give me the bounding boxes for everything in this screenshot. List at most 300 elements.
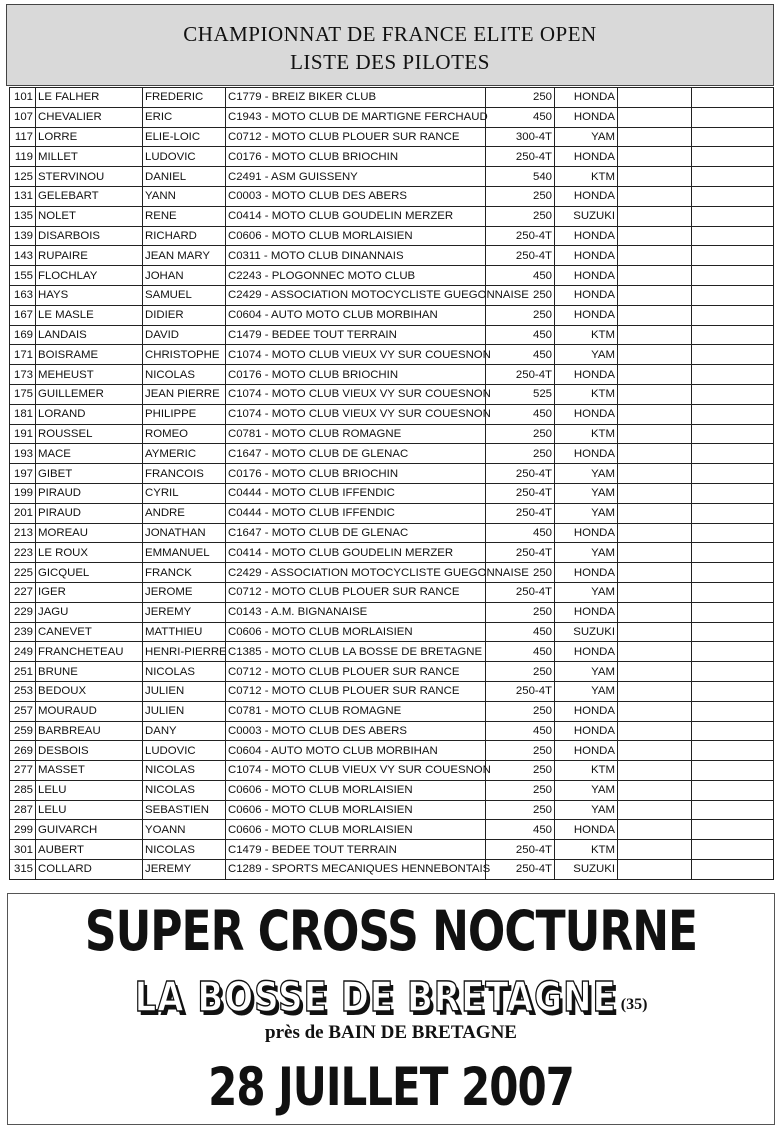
empty-cell bbox=[618, 325, 692, 345]
pilot-number: 199 bbox=[10, 483, 36, 503]
empty-cell bbox=[692, 384, 774, 404]
empty-cell bbox=[618, 246, 692, 266]
pilot-club: C0176 - MOTO CLUB BRIOCHIN bbox=[226, 147, 486, 167]
page-title: CHAMPIONNAT DE FRANCE ELITE OPEN bbox=[183, 22, 597, 46]
pilot-displacement: 250 bbox=[486, 602, 555, 622]
pilot-brand: KTM bbox=[555, 840, 618, 860]
pilot-brand: YAM bbox=[555, 483, 618, 503]
empty-cell bbox=[618, 285, 692, 305]
pilot-firstname: EMMANUEL bbox=[143, 543, 226, 563]
empty-cell bbox=[692, 325, 774, 345]
pilot-brand: HONDA bbox=[555, 523, 618, 543]
pilot-club: C2429 - ASSOCIATION MOTOCYCLISTE GUEGONNAISE bbox=[226, 285, 486, 305]
pilot-firstname: JULIEN bbox=[143, 681, 226, 701]
empty-cell bbox=[618, 563, 692, 583]
pilot-club: C0606 - MOTO CLUB MORLAISIEN bbox=[226, 226, 486, 246]
empty-cell bbox=[692, 444, 774, 464]
pilot-number: 119 bbox=[10, 147, 36, 167]
empty-cell bbox=[692, 167, 774, 187]
table-row bbox=[10, 325, 774, 345]
pilot-club: C1943 - MOTO CLUB DE MARTIGNE FERCHAUD bbox=[226, 107, 486, 127]
table-row bbox=[10, 206, 774, 226]
empty-cell bbox=[618, 127, 692, 147]
pilot-displacement: 250 bbox=[486, 701, 555, 721]
table-row bbox=[10, 622, 774, 642]
pilot-club: C0414 - MOTO CLUB GOUDELIN MERZER bbox=[226, 543, 486, 563]
empty-cell bbox=[618, 780, 692, 800]
pilot-brand: HONDA bbox=[555, 602, 618, 622]
pilot-firstname: NICOLAS bbox=[143, 365, 226, 385]
pilot-firstname: ELIE-LOIC bbox=[143, 127, 226, 147]
pilot-displacement: 450 bbox=[486, 107, 555, 127]
pilot-displacement: 250-4T bbox=[486, 226, 555, 246]
empty-cell bbox=[692, 107, 774, 127]
table-row bbox=[10, 860, 774, 880]
table-row bbox=[10, 483, 774, 503]
table-row bbox=[10, 107, 774, 127]
empty-cell bbox=[692, 404, 774, 424]
empty-cell bbox=[618, 365, 692, 385]
pilot-displacement: 300-4T bbox=[486, 127, 555, 147]
empty-cell bbox=[692, 266, 774, 286]
table-row bbox=[10, 147, 774, 167]
pilot-displacement: 450 bbox=[486, 345, 555, 365]
pilot-club: C1074 - MOTO CLUB VIEUX VY SUR COUESNON bbox=[226, 404, 486, 424]
empty-cell bbox=[618, 345, 692, 365]
pilot-brand: SUZUKI bbox=[555, 622, 618, 642]
pilot-club: C1289 - SPORTS MECANIQUES HENNEBONTAIS bbox=[226, 860, 486, 880]
pilot-club: C1479 - BEDEE TOUT TERRAIN bbox=[226, 325, 486, 345]
pilot-number: 139 bbox=[10, 226, 36, 246]
pilot-number: 315 bbox=[10, 860, 36, 880]
table-row bbox=[10, 167, 774, 187]
table-row bbox=[10, 503, 774, 523]
pilot-brand: HONDA bbox=[555, 721, 618, 741]
pilot-number: 197 bbox=[10, 464, 36, 484]
pilot-brand: HONDA bbox=[555, 563, 618, 583]
pilot-brand: YAM bbox=[555, 582, 618, 602]
pilot-brand: SUZUKI bbox=[555, 206, 618, 226]
pilot-club: C0781 - MOTO CLUB ROMAGNE bbox=[226, 701, 486, 721]
empty-cell bbox=[692, 503, 774, 523]
pilot-firstname: JEREMY bbox=[143, 860, 226, 880]
pilot-number: 135 bbox=[10, 206, 36, 226]
empty-cell bbox=[618, 464, 692, 484]
pilot-brand: YAM bbox=[555, 345, 618, 365]
table-row bbox=[10, 226, 774, 246]
pilot-number: 101 bbox=[10, 88, 36, 108]
table-row bbox=[10, 780, 774, 800]
pilot-firstname: JEROME bbox=[143, 582, 226, 602]
table-row bbox=[10, 741, 774, 761]
pilot-brand: HONDA bbox=[555, 305, 618, 325]
event-poster bbox=[7, 893, 775, 1125]
pilot-number: 257 bbox=[10, 701, 36, 721]
pilot-number: 277 bbox=[10, 761, 36, 781]
table-row bbox=[10, 523, 774, 543]
pilot-firstname: JONATHAN bbox=[143, 523, 226, 543]
pilot-lastname: LORAND bbox=[36, 404, 143, 424]
empty-cell bbox=[692, 464, 774, 484]
pilot-firstname: NICOLAS bbox=[143, 662, 226, 682]
pilot-displacement: 525 bbox=[486, 384, 555, 404]
empty-cell bbox=[618, 681, 692, 701]
pilot-number: 107 bbox=[10, 107, 36, 127]
empty-cell bbox=[618, 107, 692, 127]
pilot-brand: HONDA bbox=[555, 88, 618, 108]
pilot-displacement: 540 bbox=[486, 167, 555, 187]
empty-cell bbox=[618, 840, 692, 860]
pilot-number: 131 bbox=[10, 186, 36, 206]
pilot-lastname: ROUSSEL bbox=[36, 424, 143, 444]
pilot-displacement: 250 bbox=[486, 741, 555, 761]
table-row bbox=[10, 444, 774, 464]
empty-cell bbox=[692, 147, 774, 167]
table-row bbox=[10, 464, 774, 484]
pilot-firstname: AYMERIC bbox=[143, 444, 226, 464]
pilot-club: C0414 - MOTO CLUB GOUDELIN MERZER bbox=[226, 206, 486, 226]
pilot-firstname: ANDRE bbox=[143, 503, 226, 523]
pilot-displacement: 250 bbox=[486, 88, 555, 108]
empty-cell bbox=[692, 622, 774, 642]
pilot-lastname: CANEVET bbox=[36, 622, 143, 642]
pilot-firstname: FREDERIC bbox=[143, 88, 226, 108]
event-venue: LA BOSSE DE BRETAGNE bbox=[134, 974, 617, 1022]
pilot-brand: HONDA bbox=[555, 266, 618, 286]
empty-cell bbox=[618, 820, 692, 840]
pilot-brand: HONDA bbox=[555, 226, 618, 246]
event-date: 28 JUILLET 2007 bbox=[208, 1056, 574, 1118]
pilot-brand: YAM bbox=[555, 681, 618, 701]
pilot-number: 167 bbox=[10, 305, 36, 325]
table-row bbox=[10, 345, 774, 365]
pilot-displacement: 450 bbox=[486, 721, 555, 741]
pilot-club: C0712 - MOTO CLUB PLOUER SUR RANCE bbox=[226, 662, 486, 682]
pilot-club: C0176 - MOTO CLUB BRIOCHIN bbox=[226, 464, 486, 484]
table-row bbox=[10, 543, 774, 563]
empty-cell bbox=[618, 642, 692, 662]
pilot-club: C1385 - MOTO CLUB LA BOSSE DE BRETAGNE bbox=[226, 642, 486, 662]
pilot-club: C0604 - AUTO MOTO CLUB MORBIHAN bbox=[226, 305, 486, 325]
pilot-displacement: 450 bbox=[486, 622, 555, 642]
pilot-displacement: 250-4T bbox=[486, 147, 555, 167]
pilot-club: C0604 - AUTO MOTO CLUB MORBIHAN bbox=[226, 741, 486, 761]
empty-cell bbox=[618, 523, 692, 543]
empty-cell bbox=[618, 701, 692, 721]
empty-cell bbox=[692, 285, 774, 305]
pilot-lastname: LELU bbox=[36, 780, 143, 800]
pilot-lastname: BRUNE bbox=[36, 662, 143, 682]
table-row bbox=[10, 820, 774, 840]
pilot-displacement: 250 bbox=[486, 800, 555, 820]
pilot-number: 191 bbox=[10, 424, 36, 444]
pilot-club: C2429 - ASSOCIATION MOTOCYCLISTE GUEGONNAISE bbox=[226, 563, 486, 583]
empty-cell bbox=[692, 860, 774, 880]
pilot-club: C1647 - MOTO CLUB DE GLENAC bbox=[226, 444, 486, 464]
event-venue-row bbox=[8, 974, 774, 1022]
empty-cell bbox=[618, 147, 692, 167]
empty-cell bbox=[618, 800, 692, 820]
pilot-club: C0781 - MOTO CLUB ROMAGNE bbox=[226, 424, 486, 444]
pilot-firstname: YANN bbox=[143, 186, 226, 206]
empty-cell bbox=[618, 622, 692, 642]
empty-cell bbox=[692, 246, 774, 266]
pilot-lastname: MOREAU bbox=[36, 523, 143, 543]
table-row bbox=[10, 246, 774, 266]
pilot-club: C1074 - MOTO CLUB VIEUX VY SUR COUESNON bbox=[226, 345, 486, 365]
pilot-lastname: PIRAUD bbox=[36, 483, 143, 503]
pilot-firstname: DANIEL bbox=[143, 167, 226, 187]
pilot-brand: KTM bbox=[555, 167, 618, 187]
empty-cell bbox=[618, 860, 692, 880]
empty-cell bbox=[618, 741, 692, 761]
empty-cell bbox=[692, 127, 774, 147]
pilot-number: 229 bbox=[10, 602, 36, 622]
pilot-number: 125 bbox=[10, 167, 36, 187]
empty-cell bbox=[692, 840, 774, 860]
event-location: près de BAIN DE BRETAGNE bbox=[265, 1022, 517, 1043]
empty-cell bbox=[618, 582, 692, 602]
page-subtitle: LISTE DES PILOTES bbox=[290, 50, 490, 74]
table-row bbox=[10, 681, 774, 701]
table-row bbox=[10, 701, 774, 721]
empty-cell bbox=[618, 167, 692, 187]
pilot-lastname: FLOCHLAY bbox=[36, 266, 143, 286]
table-row bbox=[10, 365, 774, 385]
pilot-displacement: 250 bbox=[486, 761, 555, 781]
pilot-number: 287 bbox=[10, 800, 36, 820]
pilot-firstname: SEBASTIEN bbox=[143, 800, 226, 820]
pilot-lastname: MOURAUD bbox=[36, 701, 143, 721]
pilot-lastname: STERVINOU bbox=[36, 167, 143, 187]
pilot-brand: YAM bbox=[555, 800, 618, 820]
pilot-firstname: PHILIPPE bbox=[143, 404, 226, 424]
pilot-number: 163 bbox=[10, 285, 36, 305]
table-row bbox=[10, 88, 774, 108]
event-title: SUPER CROSS NOCTURNE bbox=[84, 900, 698, 964]
pilot-club: C0003 - MOTO CLUB DES ABERS bbox=[226, 186, 486, 206]
pilot-club: C1074 - MOTO CLUB VIEUX VY SUR COUESNON bbox=[226, 761, 486, 781]
pilot-lastname: BEDOUX bbox=[36, 681, 143, 701]
pilot-brand: HONDA bbox=[555, 107, 618, 127]
pilot-firstname: NICOLAS bbox=[143, 840, 226, 860]
pilot-lastname: COLLARD bbox=[36, 860, 143, 880]
empty-cell bbox=[692, 662, 774, 682]
pilot-lastname: HAYS bbox=[36, 285, 143, 305]
pilot-club: C1779 - BREIZ BIKER CLUB bbox=[226, 88, 486, 108]
pilot-firstname: ERIC bbox=[143, 107, 226, 127]
pilots-table bbox=[9, 87, 774, 880]
empty-cell bbox=[618, 483, 692, 503]
pilot-firstname: FRANCK bbox=[143, 563, 226, 583]
pilot-displacement: 250 bbox=[486, 563, 555, 583]
pilot-displacement: 250 bbox=[486, 444, 555, 464]
empty-cell bbox=[692, 523, 774, 543]
pilot-firstname: JEAN PIERRE bbox=[143, 384, 226, 404]
table-row bbox=[10, 266, 774, 286]
pilot-firstname: RICHARD bbox=[143, 226, 226, 246]
empty-cell bbox=[618, 662, 692, 682]
pilot-firstname: CHRISTOPHE bbox=[143, 345, 226, 365]
empty-cell bbox=[692, 88, 774, 108]
pilot-brand: YAM bbox=[555, 503, 618, 523]
pilot-lastname: DESBOIS bbox=[36, 741, 143, 761]
empty-cell bbox=[618, 424, 692, 444]
pilot-firstname: HENRI-PIERRE bbox=[143, 642, 226, 662]
pilot-lastname: LE MASLE bbox=[36, 305, 143, 325]
pilot-brand: YAM bbox=[555, 662, 618, 682]
pilot-firstname: DANY bbox=[143, 721, 226, 741]
pilot-firstname: LUDOVIC bbox=[143, 741, 226, 761]
pilot-lastname: JAGU bbox=[36, 602, 143, 622]
pilot-lastname: RUPAIRE bbox=[36, 246, 143, 266]
pilot-brand: HONDA bbox=[555, 701, 618, 721]
table-row bbox=[10, 582, 774, 602]
pilot-club: C0606 - MOTO CLUB MORLAISIEN bbox=[226, 800, 486, 820]
pilot-firstname: LUDOVIC bbox=[143, 147, 226, 167]
empty-cell bbox=[618, 384, 692, 404]
pilot-number: 143 bbox=[10, 246, 36, 266]
empty-cell bbox=[692, 681, 774, 701]
pilot-lastname: LE ROUX bbox=[36, 543, 143, 563]
pilot-club: C1479 - BEDEE TOUT TERRAIN bbox=[226, 840, 486, 860]
pilot-number: 169 bbox=[10, 325, 36, 345]
pilot-club: C0311 - MOTO CLUB DINANNAIS bbox=[226, 246, 486, 266]
empty-cell bbox=[692, 780, 774, 800]
empty-cell bbox=[692, 820, 774, 840]
empty-cell bbox=[692, 582, 774, 602]
table-row bbox=[10, 305, 774, 325]
pilot-lastname: NOLET bbox=[36, 206, 143, 226]
empty-cell bbox=[692, 305, 774, 325]
pilot-firstname: NICOLAS bbox=[143, 761, 226, 781]
pilot-brand: HONDA bbox=[555, 741, 618, 761]
pilot-lastname: GIBET bbox=[36, 464, 143, 484]
empty-cell bbox=[618, 88, 692, 108]
pilot-lastname: AUBERT bbox=[36, 840, 143, 860]
pilot-number: 269 bbox=[10, 741, 36, 761]
pilot-displacement: 450 bbox=[486, 404, 555, 424]
pilot-brand: HONDA bbox=[555, 147, 618, 167]
pilot-lastname: PIRAUD bbox=[36, 503, 143, 523]
pilot-lastname: DISARBOIS bbox=[36, 226, 143, 246]
pilot-displacement: 250-4T bbox=[486, 582, 555, 602]
empty-cell bbox=[692, 424, 774, 444]
pilot-displacement: 450 bbox=[486, 523, 555, 543]
empty-cell bbox=[618, 206, 692, 226]
table-row bbox=[10, 384, 774, 404]
pilot-displacement: 250-4T bbox=[486, 840, 555, 860]
pilot-number: 285 bbox=[10, 780, 36, 800]
pilot-brand: HONDA bbox=[555, 246, 618, 266]
empty-cell bbox=[692, 800, 774, 820]
pilot-number: 181 bbox=[10, 404, 36, 424]
pilot-firstname: JOHAN bbox=[143, 266, 226, 286]
pilot-firstname: JEREMY bbox=[143, 602, 226, 622]
pilot-club: C0143 - A.M. BIGNANAISE bbox=[226, 602, 486, 622]
table-row bbox=[10, 285, 774, 305]
event-department: (35) bbox=[620, 996, 648, 1013]
pilot-brand: KTM bbox=[555, 325, 618, 345]
pilot-number: 227 bbox=[10, 582, 36, 602]
pilot-firstname: SAMUEL bbox=[143, 285, 226, 305]
pilot-firstname: DAVID bbox=[143, 325, 226, 345]
pilot-number: 117 bbox=[10, 127, 36, 147]
pilot-lastname: MASSET bbox=[36, 761, 143, 781]
pilot-displacement: 250 bbox=[486, 285, 555, 305]
empty-cell bbox=[692, 226, 774, 246]
pilot-club: C0176 - MOTO CLUB BRIOCHIN bbox=[226, 365, 486, 385]
pilot-lastname: GUILLEMER bbox=[36, 384, 143, 404]
pilot-lastname: GUIVARCH bbox=[36, 820, 143, 840]
table-row bbox=[10, 404, 774, 424]
pilots-table-body bbox=[10, 88, 774, 880]
table-row bbox=[10, 761, 774, 781]
pilot-displacement: 450 bbox=[486, 266, 555, 286]
pilot-number: 253 bbox=[10, 681, 36, 701]
pilot-displacement: 250-4T bbox=[486, 246, 555, 266]
pilot-firstname: DIDIER bbox=[143, 305, 226, 325]
pilot-brand: SUZUKI bbox=[555, 860, 618, 880]
table-row bbox=[10, 840, 774, 860]
pilot-number: 175 bbox=[10, 384, 36, 404]
pilot-displacement: 250-4T bbox=[486, 860, 555, 880]
pilot-displacement: 250 bbox=[486, 186, 555, 206]
pilot-lastname: BARBREAU bbox=[36, 721, 143, 741]
pilot-lastname: GELEBART bbox=[36, 186, 143, 206]
table-row bbox=[10, 186, 774, 206]
table-row bbox=[10, 563, 774, 583]
empty-cell bbox=[618, 305, 692, 325]
pilot-displacement: 250 bbox=[486, 780, 555, 800]
pilot-club: C0606 - MOTO CLUB MORLAISIEN bbox=[226, 780, 486, 800]
pilot-number: 171 bbox=[10, 345, 36, 365]
pilot-brand: KTM bbox=[555, 384, 618, 404]
pilot-displacement: 450 bbox=[486, 325, 555, 345]
pilot-number: 201 bbox=[10, 503, 36, 523]
table-row bbox=[10, 721, 774, 741]
empty-cell bbox=[692, 701, 774, 721]
pilot-displacement: 250-4T bbox=[486, 681, 555, 701]
empty-cell bbox=[692, 365, 774, 385]
pilot-firstname: JULIEN bbox=[143, 701, 226, 721]
pilot-number: 193 bbox=[10, 444, 36, 464]
pilot-club: C1074 - MOTO CLUB VIEUX VY SUR COUESNON bbox=[226, 384, 486, 404]
pilot-displacement: 250-4T bbox=[486, 503, 555, 523]
pilot-displacement: 250 bbox=[486, 206, 555, 226]
pilot-number: 173 bbox=[10, 365, 36, 385]
pilot-club: C0444 - MOTO CLUB IFFENDIC bbox=[226, 483, 486, 503]
empty-cell bbox=[692, 741, 774, 761]
pilot-club: C0606 - MOTO CLUB MORLAISIEN bbox=[226, 622, 486, 642]
empty-cell bbox=[618, 266, 692, 286]
pilot-number: 213 bbox=[10, 523, 36, 543]
pilot-number: 301 bbox=[10, 840, 36, 860]
pilot-club: C0003 - MOTO CLUB DES ABERS bbox=[226, 721, 486, 741]
empty-cell bbox=[692, 642, 774, 662]
pilot-brand: KTM bbox=[555, 424, 618, 444]
empty-cell bbox=[618, 721, 692, 741]
pilot-brand: YAM bbox=[555, 464, 618, 484]
empty-cell bbox=[618, 226, 692, 246]
empty-cell bbox=[692, 543, 774, 563]
pilot-brand: HONDA bbox=[555, 285, 618, 305]
empty-cell bbox=[692, 563, 774, 583]
table-row bbox=[10, 642, 774, 662]
pilot-club: C1647 - MOTO CLUB DE GLENAC bbox=[226, 523, 486, 543]
empty-cell bbox=[618, 503, 692, 523]
pilot-brand: HONDA bbox=[555, 404, 618, 424]
